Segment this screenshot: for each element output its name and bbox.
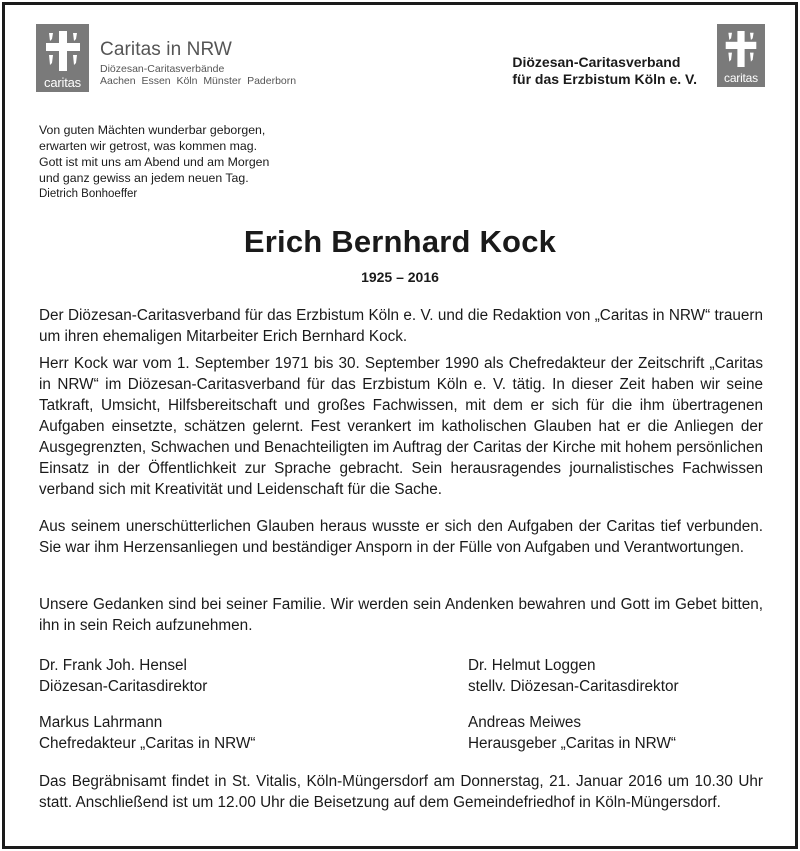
signatory-name: Markus Lahrmann [39,714,163,731]
signatory [468,712,676,754]
signatory-name: Dr. Helmut Loggen [468,657,596,674]
poem-quote [39,122,269,202]
caritas-flame-cross-icon [723,29,759,69]
funeral-details: Das Begräbnisamt findet in St. Vitalis, Köln-Müngersdorf am Donnerstag, 21. Januar 2016 um 10.30 Uhr statt. Anschließend ist um 12.00 Uhr die Beisetzung auf dem Gemeindefriedhof in Köln-Müngersdorf. [39,773,763,811]
poem-line: Von guten Mächten wunderbar geborgen, [39,123,266,137]
signatory-role: Diözesan-Caritasdirektor [39,678,208,695]
poem-line: Gott ist mit uns am Abend und am Morgen [39,155,270,169]
organization-name [512,54,697,88]
tribute-paragraph: Herr Kock war vom 1. September 1971 bis 30. September 1990 als Chefredakteur der Zeitschrift „Caritas in NRW“ im Diözesan-Caritasverband für das Erzbistum Köln e. V. tätig. In dieser Zeit haben wir seine Tatkraft, Umsicht, Hilfsbereitschaft und großes Fachwissen, mit dem er sich für die ihm übertragenen Aufgaben einsetzte, schätzen gelernt. Fest verankert im katholischen Glauben hat er die Anliegen der Ausgegrenzten, Schwachen und Benachteiligten im Auftrag der Caritas der Kirche mit hohem persönlichen Einsatz in der Öffentlichkeit zur Sprache gebracht. Sein herausragendes journalistisches Fachwissen verband sich mit Kreativität und Leidenschaft für die Sache. [39,355,763,498]
signatory-role: stellv. Diözesan-Caritasdirektor [468,678,679,695]
signatory-role: Herausgeber „Caritas in NRW“ [468,735,676,752]
poem-line: erwarten wir getrost, was kommen mag. [39,139,257,153]
logo-wordmark: caritas [724,71,758,85]
deceased-name: Erich Bernhard Kock [243,224,557,259]
caritas-flame-cross-icon [43,29,83,73]
poem-author: Dietrich Bonhoeffer [39,188,138,200]
faith-paragraph: Aus seinem unerschütterlichen Glauben heraus wusste er sich den Aufgaben der Caritas tief verbunden. Sie war ihm Herzensanliegen und beständiger Ansporn in der Fülle von Aufgaben und Verantwortungen. [39,518,763,556]
logo-wordmark: caritas [44,75,81,90]
obituary-notice [2,2,798,849]
brand-subtitle-line: Diözesan-Caritasverbände [100,63,225,75]
signatory [468,655,679,697]
brand-subtitle-line: Aachen Essen Köln Münster Paderborn [100,75,297,87]
condolence-paragraph: Der Diözesan-Caritasverband für das Erzbistum Köln e. V. und die Redaktion von „Caritas in NRW“ trauern um ihren ehemaligen Mitarbeiter Erich Bernhard Kock. [39,307,763,345]
signatory [39,655,207,697]
caritas-logo-left [36,24,89,92]
organization-line: Diözesan-Caritasverband [512,54,681,70]
signatory-name: Andreas Meiwes [468,714,582,731]
life-dates: 1925 – 2016 [361,269,439,285]
brand-title: Caritas in NRW [100,39,232,60]
brand-subtitle [100,63,296,87]
poem-line: und ganz gewiss an jedem neuen Tag. [39,171,249,185]
signatory [39,712,256,754]
caritas-logo-right [717,24,765,87]
organization-line: für das Erzbistum Köln e. V. [512,71,697,87]
closing-paragraph: Unsere Gedanken sind bei seiner Familie. Wir werden sein Andenken bewahren und Gott im Gebet bitten, ihn in sein Reich aufzunehmen. [39,596,763,634]
signatory-name: Dr. Frank Joh. Hensel [39,657,187,674]
signatory-role: Chefredakteur „Caritas in NRW“ [39,735,256,752]
